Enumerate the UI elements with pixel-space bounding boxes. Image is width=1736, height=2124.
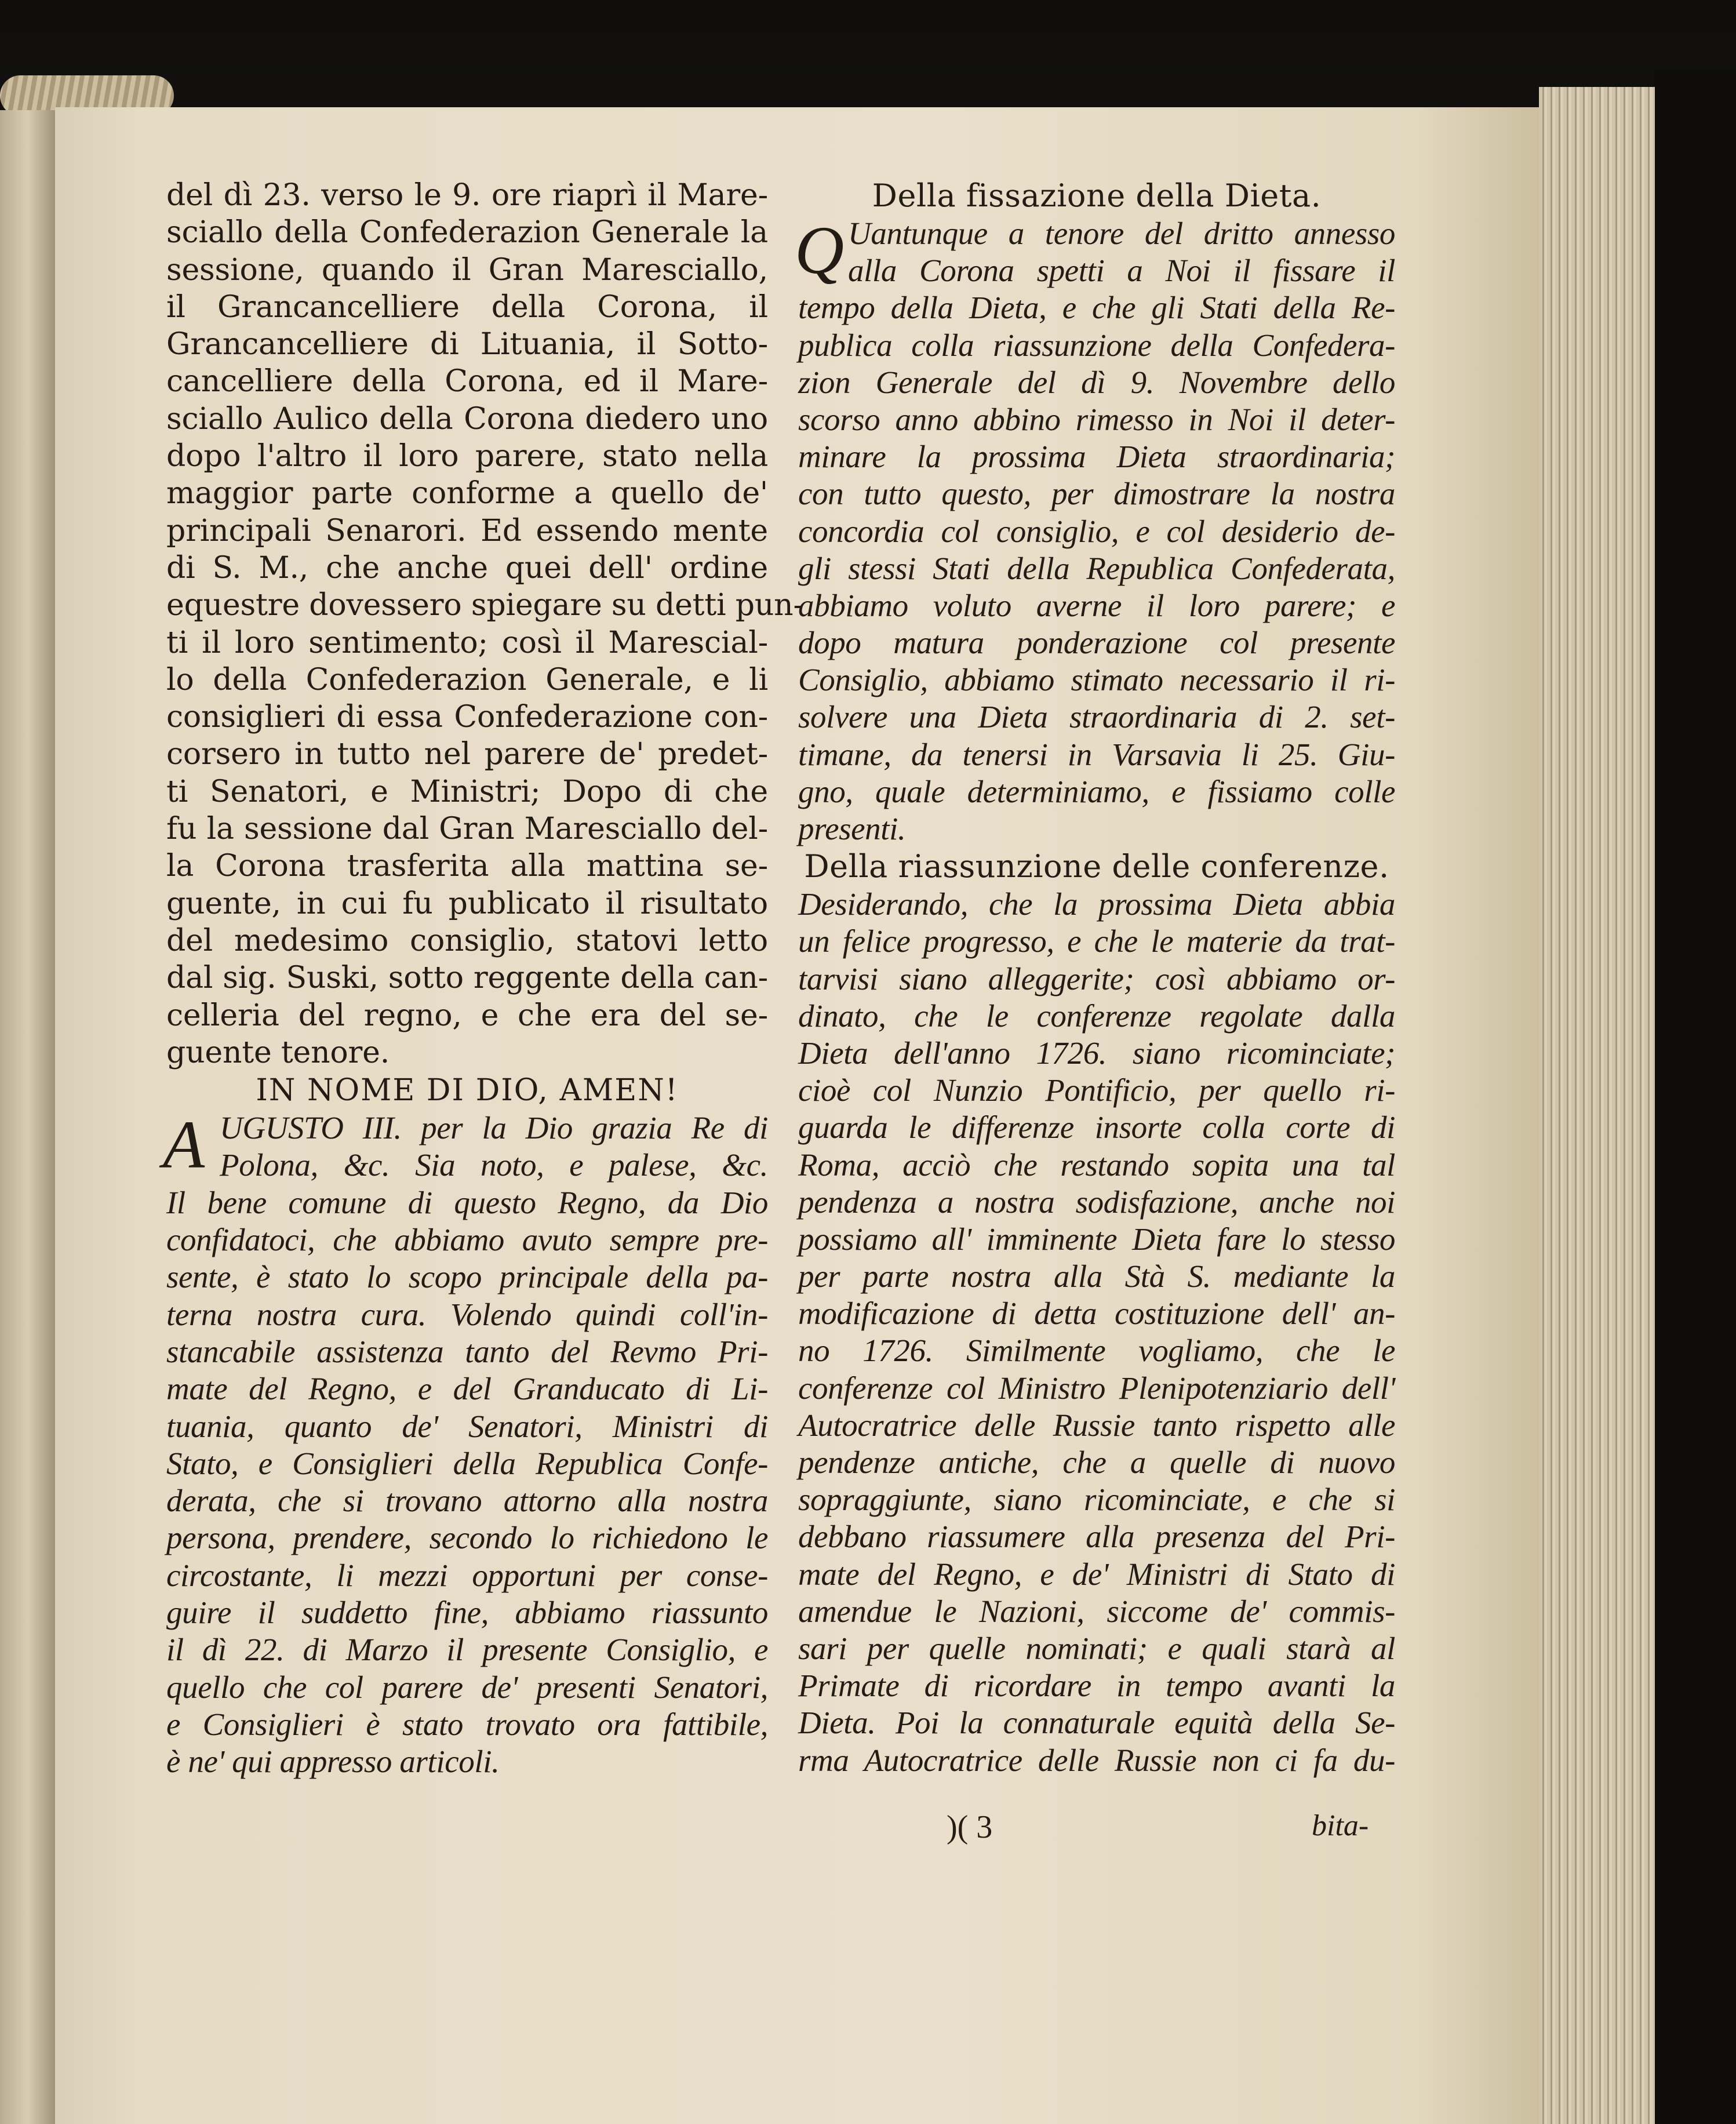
text-line: no 1726. Similmente vogliamo, che le	[798, 1333, 1395, 1369]
decree-line: UGUSTO III. per la Dio grazia Re di	[220, 1110, 768, 1146]
left-column	[163, 177, 803, 1780]
dropcap-letter: Q	[795, 212, 845, 288]
section-heading-conferenze: Della riassunzione delle conferenze.	[804, 848, 1389, 885]
text-line: presenti.	[798, 811, 906, 846]
text-line: concordia col consiglio, e col desiderio de-	[798, 513, 1395, 549]
text-line: fu la sessione dal Gran Maresciallo del-	[166, 812, 768, 847]
text-line: di S. M., che anche quei dell' ordine	[166, 550, 768, 585]
text-line: dopo matura ponderazione col presente	[798, 625, 1395, 661]
text-line: confidatoci, che abbiamo avuto sempre pre-	[166, 1222, 768, 1258]
para1-opening	[795, 212, 1395, 289]
text-line: ti Senatori, e Ministri; Dopo di che	[166, 774, 768, 809]
text-line: per parte nostra alla Stà S. mediante la	[798, 1259, 1395, 1294]
text-line: mate del Regno, e de' Ministri di Stato di	[798, 1556, 1395, 1592]
facing-page-edge	[0, 110, 55, 2124]
text-line: Consiglio, abbiamo stimato necessario il ri-	[798, 662, 1395, 698]
text-line: cancelliere della Corona, ed il Mare-	[166, 364, 768, 399]
catchword: bita-	[1312, 1809, 1369, 1842]
text-line: Il bene comune di questo Regno, da Dio	[166, 1184, 768, 1220]
decree-opening	[163, 1107, 768, 1184]
text-line: persona, prendere, secondo lo richiedono le	[166, 1520, 768, 1556]
text-line: con tutto questo, per dimostrare la nostra	[798, 476, 1395, 512]
text-line: terna nostra cura. Volendo quindi coll'in-	[166, 1296, 768, 1332]
text-line: publica colla riassunzione della Confedera-	[798, 327, 1395, 363]
text-line: dal sig. Suski, sotto reggente della can-	[166, 961, 768, 996]
text-line: sessione, quando il Gran Maresciallo,	[166, 252, 768, 288]
text-line: amendue le Nazioni, siccome de' commis-	[798, 1593, 1395, 1629]
decree-body-text	[166, 1184, 768, 1781]
text-line: un felice progresso, e che le materie da trat-	[798, 923, 1395, 959]
section-heading-dieta: Della fissazione della Dieta.	[872, 177, 1322, 214]
text-line: e Consiglieri è stato trovato ora fattibile,	[166, 1706, 768, 1742]
text-line: lo della Confederazion Generale, e li	[166, 662, 768, 697]
text-line: zion Generale del dì 9. Novembre dello	[798, 364, 1395, 400]
text-line: gno, quale determiniamo, e fissiamo colle	[798, 773, 1395, 809]
text-line: del medesimo consiglio, statovi letto	[166, 923, 768, 958]
invocation-heading: IN NOME DI DIO, AMEN!	[256, 1073, 679, 1108]
text-line: equestre dovessero spiegare su detti pun-	[166, 588, 803, 623]
text-line: guente, in cui fu publicato il risultato	[166, 886, 768, 921]
book-cover	[1655, 70, 1736, 2124]
text-line: del dì 23. verso le 9. ore riaprì il Mare-	[166, 178, 768, 213]
text-line: timane, da tenersi in Varsavia li 25. Giu-	[798, 736, 1395, 772]
text-line: circostante, li mezzi opportuni per conse-	[166, 1557, 768, 1593]
text-line: principali Senarori. Ed essendo mente	[166, 513, 768, 548]
text-line: la Corona trasferita alla mattina se-	[166, 849, 768, 884]
text-line: il Grancancelliere della Corona, il	[166, 289, 768, 325]
text-line: mate del Regno, e del Granducato di Li-	[166, 1371, 768, 1407]
text-line: cioè col Nunzio Pontificio, per quello ri-	[798, 1072, 1395, 1108]
text-line: quello che col parere de' presenti Senatori,	[166, 1669, 768, 1705]
para1-text	[798, 289, 1395, 848]
text-line: guire il suddetto fine, abbiamo riassunto	[166, 1594, 768, 1630]
text-line: guente tenore.	[166, 1035, 390, 1070]
text-line: è ne' qui appresso articoli.	[166, 1744, 500, 1780]
text-line: consiglieri di essa Confederazione con-	[166, 700, 768, 735]
text-line: conferenze col Ministro Plenipotenziario dell'	[798, 1370, 1395, 1406]
text-line: celleria del regno, e che era del se-	[166, 998, 768, 1033]
text-line: rma Autocratrice delle Russie non ci fa du-	[798, 1742, 1395, 1778]
text-line: corsero in tutto nel parere de' predet-	[166, 737, 768, 772]
text-line: tempo della Dieta, e che gli Stati della Re-	[798, 290, 1395, 326]
signature-mark: )( 3	[947, 1809, 993, 1845]
text-line: guarda le differenze insorte colla corte di	[798, 1110, 1395, 1145]
para2-text	[798, 886, 1395, 1779]
text-line: Desiderando, che la prossima Dieta abbia	[798, 886, 1395, 922]
page-edges	[1539, 87, 1655, 2124]
right-column	[795, 177, 1395, 1779]
dropcap-letter: A	[163, 1107, 205, 1183]
text-line: Grancancelliere di Lituania, il Sotto-	[166, 327, 768, 362]
para-line: alla Corona spetti a Noi il fissare il	[848, 253, 1395, 289]
text-line: pendenze antiche, che a quelle di nuovo	[798, 1445, 1395, 1480]
text-line: il dì 22. di Marzo il presente Consiglio, e	[166, 1632, 768, 1668]
text-line: Roma, acciò che restando sopita una tal	[798, 1147, 1395, 1183]
text-line: tuania, quanto de' Senatori, Ministri di	[166, 1408, 768, 1444]
text-line: dopo l'altro il loro parere, stato nella	[166, 439, 768, 474]
text-line: sente, è stato lo scopo principale della pa-	[166, 1259, 768, 1295]
text-line: pendenza a nostra sodisfazione, anche noi	[798, 1184, 1395, 1220]
text-line: solvere una Dieta straordinaria di 2. set-	[798, 699, 1395, 735]
text-line: scorso anno abbino rimesso in Noi il deter-	[798, 401, 1395, 437]
text-line: Autocratrice delle Russie tanto rispetto alle	[798, 1407, 1395, 1443]
text-line: minare la prossima Dieta straordinaria;	[798, 439, 1395, 475]
text-line: possiamo all' imminente Dieta fare lo stesso	[798, 1221, 1395, 1257]
text-line: dinato, che le conferenze regolate dalla	[798, 998, 1395, 1034]
text-line: tarvisi siano alleggerite; così abbiamo or-	[798, 961, 1395, 996]
text-line: ti il loro sentimento; così il Marescial-	[166, 625, 768, 660]
text-line: Stato, e Consiglieri della Republica Confe-	[166, 1445, 768, 1481]
left-body-text	[166, 177, 803, 1071]
text-line: sciallo Aulico della Corona diedero uno	[166, 401, 768, 437]
para-line: Uantunque a tenore del dritto annesso	[848, 216, 1395, 251]
text-line: abbiamo voluto averne il loro parere; e	[798, 587, 1395, 623]
text-line: modificazione di detta costituzione dell' an-	[798, 1296, 1395, 1332]
text-line: maggior parte conforme a quello de'	[166, 476, 768, 511]
text-line: debbano riassumere alla presenza del Pri-	[798, 1519, 1395, 1555]
text-line: stancabile assistenza tanto del Revmo Pri-	[166, 1333, 768, 1369]
text-line: Primate di ricordare in tempo avanti la	[798, 1668, 1395, 1704]
text-line: Dieta. Poi la connaturale equità della Se-	[798, 1705, 1395, 1741]
text-line: sari per quelle nominati; e quali starà al	[798, 1630, 1395, 1666]
text-line: sciallo della Confederazion Generale la	[166, 215, 768, 250]
text-line: Dieta dell'anno 1726. siano ricominciate;	[798, 1035, 1395, 1071]
text-line: sopraggiunte, siano ricominciate, e che si	[798, 1482, 1395, 1518]
decree-line: Polona, &c. Sia noto, e palese, &c.	[220, 1147, 768, 1183]
text-line: gli stessi Stati della Republica Confederata,	[798, 550, 1395, 586]
text-line: derata, che si trovano attorno alla nostra	[166, 1483, 768, 1519]
